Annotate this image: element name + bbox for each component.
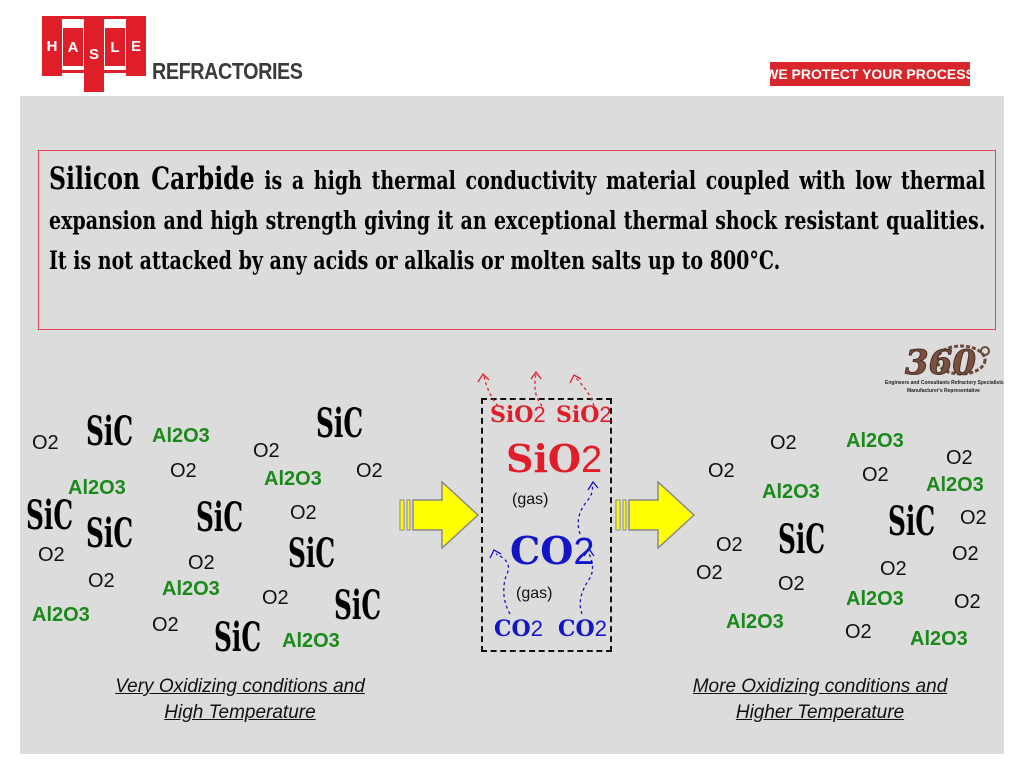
al2o3-label: Al2O3: [726, 611, 784, 633]
o2-label: O2: [32, 432, 59, 454]
arrow-right-icon: [614, 478, 696, 552]
co2-label: [558, 618, 607, 640]
logo-360-text: 360: [905, 343, 976, 380]
o2-label: O2: [960, 507, 987, 529]
sic-label: SiC: [26, 492, 74, 539]
subscript-2: 2: [530, 616, 543, 641]
o2-label: O2: [290, 502, 317, 524]
logo-360-mark-icon: [885, 340, 1003, 380]
intro-lead: Silicon Carbide: [49, 161, 255, 197]
sio2-formula: SiO: [490, 402, 534, 428]
co2-formula: CO: [510, 528, 574, 573]
o2-label: O2: [845, 621, 872, 643]
brand-name: REFRACTORIES: [152, 58, 303, 84]
intro-body: is a high thermal conductivity material coupled with low thermal expansion and high strength giving it an exceptional thermal shock resistant qualities. It is not attacked by any acids or alkalis or molten salts up to 800°C.: [49, 166, 986, 275]
logo-letter-s: S: [84, 16, 104, 92]
o2-label: O2: [770, 432, 797, 454]
al2o3-label: Al2O3: [32, 604, 90, 626]
o2-label: O2: [88, 570, 115, 592]
left-caption-line2: High Temperature: [164, 702, 316, 723]
o2-label: O2: [188, 552, 215, 574]
logo-letter-l: L: [105, 28, 125, 66]
sic-label: SiC: [86, 510, 134, 557]
sio2-formula: SiO: [556, 402, 600, 428]
o2-label: O2: [170, 460, 197, 482]
al2o3-label: Al2O3: [910, 628, 968, 650]
o2-label: O2: [716, 534, 743, 556]
left-caption: [60, 674, 420, 726]
al2o3-label: Al2O3: [282, 630, 340, 652]
o2-label: O2: [954, 591, 981, 613]
al2o3-label: Al2O3: [762, 481, 820, 503]
gas-label: (gas): [516, 585, 553, 602]
al2o3-label: Al2O3: [264, 468, 322, 490]
al2o3-label: Al2O3: [68, 477, 126, 499]
logo-360-line1: Engineers and Consultants Refractory Specialists: [885, 380, 1004, 386]
al2o3-label: Al2O3: [152, 425, 210, 447]
subscript-2: 2: [533, 402, 546, 427]
subscript-2: 2: [594, 616, 607, 641]
right-caption-line2: Higher Temperature: [735, 702, 905, 723]
co2-formula: CO: [558, 616, 595, 642]
al2o3-label: Al2O3: [162, 578, 220, 600]
al2o3-label: Al2O3: [846, 430, 904, 452]
o2-label: O2: [38, 544, 65, 566]
logo-360: [885, 340, 1003, 398]
tagline-banner: WE PROTECT YOUR PROCESS: [770, 62, 970, 86]
o2-label: O2: [862, 464, 889, 486]
sio2-label: [490, 404, 546, 426]
logo-letter-e: E: [126, 16, 146, 76]
arrow-right-icon: [398, 478, 480, 552]
subscript-2: 2: [599, 402, 612, 427]
o2-label: O2: [262, 587, 289, 609]
o2-label: O2: [253, 440, 280, 462]
header: [0, 0, 1024, 96]
sio2-main-label: [506, 436, 603, 481]
subscript-2: 2: [573, 531, 595, 573]
logo-letter-a: A: [63, 28, 83, 66]
sic-label: SiC: [214, 614, 262, 661]
sic-label: SiC: [288, 530, 336, 577]
sic-label: SiC: [86, 408, 134, 455]
left-caption-line1: Very Oxidizing conditions and: [115, 676, 365, 697]
o2-label: O2: [708, 460, 735, 482]
co2-label: [494, 618, 543, 640]
o2-label: O2: [952, 543, 979, 565]
intro-paragraph: [49, 159, 985, 281]
o2-label: O2: [696, 562, 723, 584]
al2o3-label: Al2O3: [926, 474, 984, 496]
co2-formula: CO: [494, 616, 531, 642]
sic-label: SiC: [316, 400, 364, 447]
gas-label: (gas): [512, 491, 549, 508]
o2-label: O2: [152, 614, 179, 636]
logo-360-line2: Manufacturer's Representative: [907, 388, 980, 394]
subscript-2: 2: [580, 439, 603, 481]
o2-label: O2: [778, 573, 805, 595]
sic-label: SiC: [778, 516, 826, 563]
o2-label: O2: [946, 447, 973, 469]
right-caption: [640, 674, 1000, 726]
sic-label: SiC: [888, 498, 936, 545]
al2o3-label: Al2O3: [846, 588, 904, 610]
o2-label: O2: [880, 558, 907, 580]
o2-label: O2: [356, 460, 383, 482]
sic-label: SiC: [196, 494, 244, 541]
sio2-label: [556, 404, 612, 426]
intro-box: [38, 150, 996, 330]
sic-label: SiC: [334, 582, 382, 629]
co2-main-label: [510, 528, 595, 573]
logo-letter-h: H: [42, 16, 62, 76]
sio2-formula: SiO: [506, 436, 581, 481]
right-caption-line1: More Oxidizing conditions and: [692, 676, 948, 697]
